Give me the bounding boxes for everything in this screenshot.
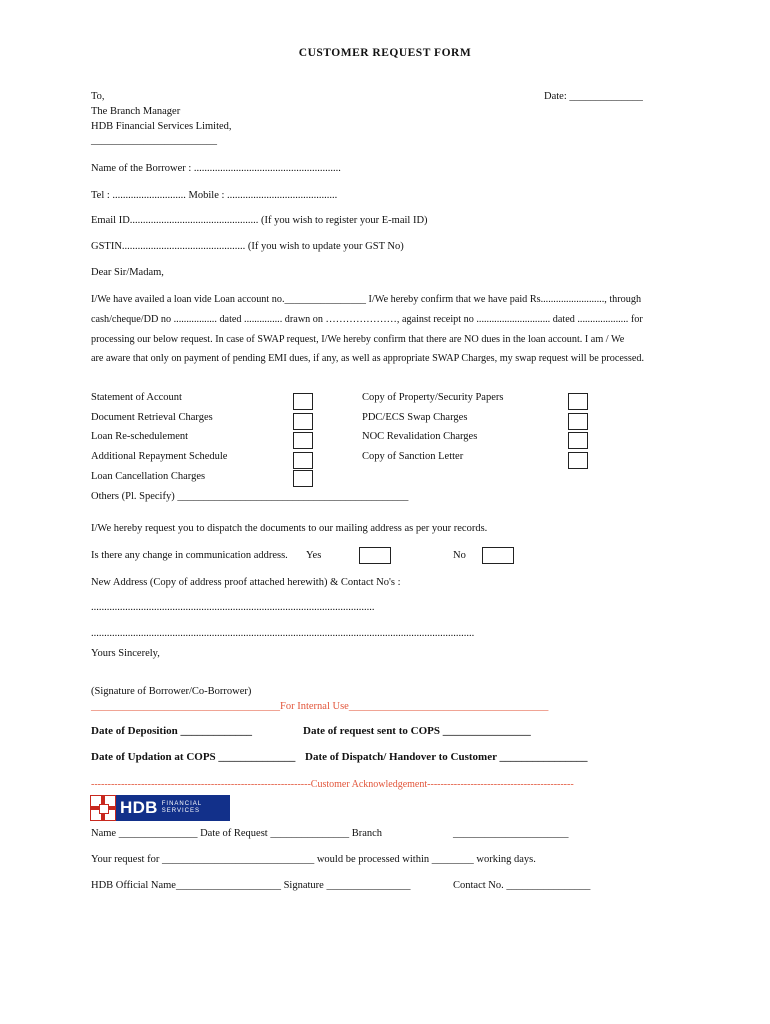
new-address-label: New Address (Copy of address proof attached herewith) & Contact No's :: [91, 577, 401, 588]
hdb-logo-sub-2: SERVICES: [161, 808, 200, 814]
no-label: No: [453, 550, 466, 561]
request-pdc-ecs-swap: PDC/ECS Swap Charges: [362, 412, 468, 423]
others-specify-field[interactable]: Others (Pl. Specify) ____________________________________________: [91, 491, 409, 502]
paragraph-line-2: cash/cheque/DD no ................. dated ............... drawn on …………………, against receipt no ............................. dated .................... for: [91, 314, 643, 325]
contact-no-field[interactable]: Contact No. ________________: [453, 880, 591, 891]
request-loan-cancellation: Loan Cancellation Charges: [91, 471, 206, 482]
hdb-logo-sub-1: FINANCIAL: [161, 801, 203, 807]
date-of-dispatch: Date of Dispatch/ Handover to Customer ________________: [305, 751, 588, 763]
signature-label: (Signature of Borrower/Co-Borrower): [91, 686, 252, 697]
address-line-2: HDB Financial Services Limited,: [91, 121, 232, 132]
gstin-field[interactable]: GSTIN............................................... (If you wish to update your GST No): [91, 241, 404, 252]
form-title: CUSTOMER REQUEST FORM: [298, 47, 472, 59]
request-processing-field[interactable]: Your request for _____________________________ would be processed within ________ working days.: [91, 854, 536, 865]
internal-use-divider: ____________________________________For Internal Use______________________________________: [91, 701, 549, 712]
hdb-logo-name: HDB: [120, 798, 158, 817]
hdb-logo: [90, 795, 230, 823]
paragraph-line-3: processing our below request. In case of SWAP request, I/We hereby confirm that there are NO dues in the loan account. I am / We: [91, 334, 625, 345]
checkbox-sanction-letter[interactable]: [568, 452, 588, 469]
date-field[interactable]: Date: ______________: [544, 91, 643, 102]
checkbox-statement-of-account[interactable]: [293, 393, 313, 410]
dispatch-request-text: I/We hereby request you to dispatch the documents to our mailing address as per your records.: [91, 523, 488, 534]
checkbox-property-papers[interactable]: [568, 393, 588, 410]
yes-label: Yes: [306, 550, 322, 561]
checkbox-pdc-ecs-swap[interactable]: [568, 413, 588, 430]
checkbox-loan-cancellation[interactable]: [293, 470, 313, 487]
address-to: To,: [91, 91, 105, 102]
date-sent-to-cops: Date of request sent to COPS ________________: [303, 725, 531, 737]
paragraph-line-1: I/We have availed a loan vide Loan account no.________________ I/We hereby confirm that we have paid Rs........................., through: [91, 294, 642, 305]
new-address-line-2[interactable]: ..................................................................................................................................................: [91, 628, 475, 639]
request-additional-repayment: Additional Repayment Schedule: [91, 451, 228, 462]
hdb-official-name-field[interactable]: HDB Official Name____________________ Signature ________________: [91, 880, 411, 891]
checkbox-document-retrieval[interactable]: [293, 413, 313, 430]
ack-name-request-branch[interactable]: Name _______________ Date of Request _______________ Branch: [91, 828, 383, 839]
request-noc-revalidation: NOC Revalidation Charges: [362, 431, 478, 442]
hdb-logo-wordmark: [116, 795, 230, 821]
address-line-3: ________________________: [91, 135, 217, 146]
ack-branch-field[interactable]: ______________________: [453, 828, 569, 839]
request-property-papers: Copy of Property/Security Papers: [362, 392, 504, 403]
request-document-retrieval: Document Retrieval Charges: [91, 412, 213, 423]
date-of-deposition: Date of Deposition _____________: [91, 725, 253, 737]
borrower-name-field[interactable]: Name of the Borrower : ........................................................: [91, 163, 341, 174]
address-change-question: Is there any change in communication address.: [91, 550, 288, 561]
new-address-line-1[interactable]: ............................................................................................................: [91, 602, 375, 613]
customer-acknowledgement-divider: ------------------------------------------------------------------Customer Acknowledgement--------------------------------------------: [91, 779, 574, 790]
tel-mobile-field[interactable]: Tel : ............................ Mobile : ..........................................: [91, 190, 338, 201]
checkbox-loan-reschedulement[interactable]: [293, 432, 313, 449]
yours-sincerely: Yours Sincerely,: [91, 648, 160, 659]
checkbox-additional-repayment[interactable]: [293, 452, 313, 469]
paragraph-line-4: are aware that only on payment of pending EMI dues, if any, as well as appropriate SWAP Charges, my swap request will be processed.: [91, 353, 644, 364]
hdb-logo-mark-icon: [90, 795, 116, 821]
email-field[interactable]: Email ID................................................. (If you wish to register your E-mail ID): [91, 215, 428, 226]
checkbox-noc-revalidation[interactable]: [568, 432, 588, 449]
request-statement-of-account: Statement of Account: [91, 392, 182, 403]
no-checkbox[interactable]: [482, 547, 514, 564]
salutation: Dear Sir/Madam,: [91, 267, 164, 278]
address-line-1: The Branch Manager: [91, 106, 181, 117]
request-loan-reschedulement: Loan Re-schedulement: [91, 431, 189, 442]
yes-checkbox[interactable]: [359, 547, 391, 564]
date-of-updation: Date of Updation at COPS ______________: [91, 751, 296, 763]
request-sanction-letter: Copy of Sanction Letter: [362, 451, 464, 462]
